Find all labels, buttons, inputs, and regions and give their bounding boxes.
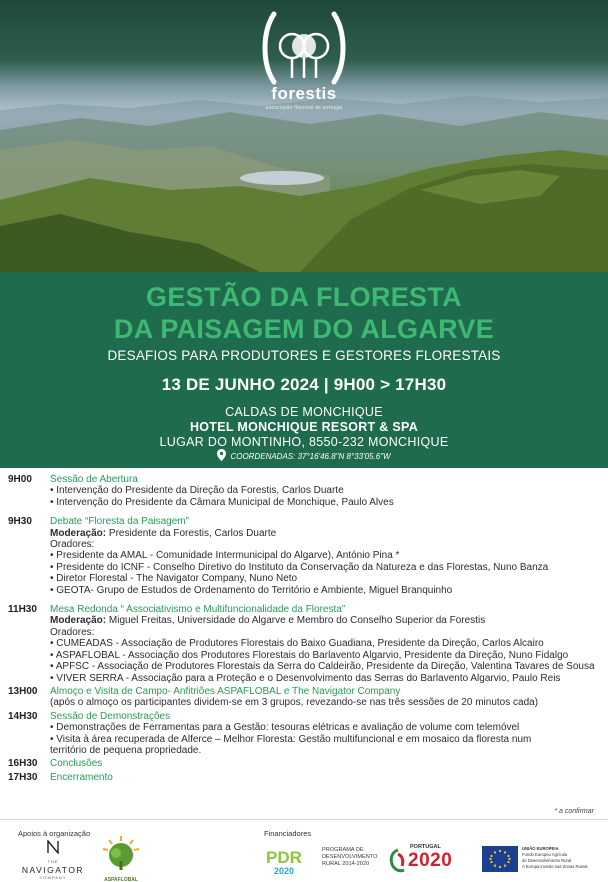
program-time: 14H30 (8, 710, 38, 722)
pdr-text-line: PROGRAMA DE (322, 847, 364, 853)
program-line: • Presidente do ICNF - Conselho Diretivo do Instituto da Conservação da Natureza e das Florestas, Nuno Banza (50, 561, 549, 573)
program-session-title: Debate “Floresta da Paisagem” (50, 516, 189, 528)
program-time: 13H00 (8, 685, 38, 697)
navigator-subword: COMPANY (39, 875, 67, 880)
moderation-label: Moderação: (50, 615, 107, 627)
program-item-lunch (0, 686, 608, 709)
program-item-conclusions (0, 758, 608, 769)
pdr-text-line: RURAL 2014-2020 (322, 861, 370, 867)
map-pin-icon (217, 449, 226, 461)
program-session-title: Mesa Redonda “ Associativismo e Multifuncionalidade da Floresta” (50, 604, 346, 616)
eu-text-line: UNIÃO EUROPEIA (522, 846, 559, 851)
aspaflobal-tree-icon (101, 835, 141, 871)
program-session-title: Sessão de Abertura (50, 474, 138, 485)
pdr2020-logo (264, 845, 382, 875)
program-list (0, 474, 608, 783)
footer-divider (0, 819, 608, 820)
venue-town: CALDAS DE MONCHIQUE (225, 405, 383, 419)
program-item-debate (0, 516, 608, 596)
forestis-tree-icon (260, 8, 348, 88)
venue-address: LUGAR DO MONTINHO, 8550-232 MONCHIQUE (159, 435, 449, 449)
program-session-title: Sessão de Demonstrações (50, 710, 171, 722)
program-time: 11H30 (8, 604, 37, 616)
program-line: • GEOTA- Grupo de Estudos de Ordenamento do Território e Ambiente, Miguel Branquinho (50, 584, 453, 596)
program-session-title: Almoço e Visita de Campo- Anfitriões ASPAFLOBAL e The Navigator Company (50, 685, 401, 697)
program-moderation (50, 528, 608, 539)
navigator-top-word: THE (47, 859, 59, 864)
program-time: 9H00 (8, 474, 32, 485)
program-line: • Intervenção do Presidente da Câmara Municipal de Monchique, Paulo Alves (50, 496, 394, 508)
program-item-opening (0, 474, 608, 508)
venue-coordinates (0, 452, 608, 461)
support-label: Apoios à organização (18, 829, 91, 838)
eu-text-line: A Europa investe nas Zonas Rurais (522, 864, 588, 869)
eu-logo (482, 846, 602, 876)
program-line: • Intervenção do Presidente da Direção da Forestis, Carlos Duarte (50, 485, 344, 497)
confirmation-note: * a confirmar (554, 808, 594, 815)
logo-tagline: associação florestal de portugal (265, 105, 343, 111)
aspaflobal-logo (98, 835, 144, 882)
hero-landscape (0, 0, 608, 272)
program-line: • CUMEADAS - Associação de Produtores Florestais do Baixo Guadiana, Presidente da Direção, Carlos Alcairo (50, 638, 544, 650)
program-time: 9H30 (8, 516, 32, 528)
moderation-text: Miguel Freitas, Universidade do Algarve e Membro do Conselho Superior da Forestis (106, 615, 486, 627)
eu-flag-icon (482, 846, 518, 872)
program-line: território de pequena propriedade. (50, 744, 202, 756)
coordinates-text: COORDENADAS: 37°16'46.8"N 8°33'05.6"W (230, 452, 391, 461)
portugal-flag-icon (388, 848, 408, 874)
program-line: • ASPAFLOBAL - Associação dos Produtores Florestais do Barlavento Algarvio, Presidente da Direção, Nuno Fidalgo (50, 649, 569, 661)
funders-label: Financiadores (264, 829, 312, 838)
program-line: • Demonstrações de Ferramentas para a Gestão: tesouras elétricas e avaliação de volume com telemóvel (50, 722, 520, 734)
program-moderation (50, 615, 608, 626)
eu-text-line: Fundo Europeu Agrícola (522, 852, 568, 857)
program-speakers-label: Oradores: (50, 539, 95, 551)
pdr-emblem-icon (264, 845, 320, 875)
navigator-wordmark: NAVIGATOR (21, 865, 85, 875)
program-item-round-table (0, 604, 608, 684)
navigator-logo (18, 840, 88, 880)
portugal2020-logo (388, 844, 474, 876)
program-time: 17H30 (8, 771, 38, 783)
moderation-label: Moderação: (50, 527, 107, 539)
program-session-title: Encerramento (50, 771, 113, 783)
forestis-logo (252, 8, 356, 112)
program-speakers-label: Oradores: (50, 626, 95, 638)
eu-text-line: de Desenvolvimento Rural (522, 858, 572, 863)
program-line: • VIVER SERRA - Associação para a Proteção e o Desenvolvimento das Serras do Barlavento Algarvio, Paulo Reis (50, 672, 561, 684)
program-line: • Diretor Florestal - The Navigator Company, Nuno Neto (50, 573, 298, 585)
aspaflobal-wordmark: ASPAFLOBAL (104, 877, 138, 882)
pdr-text (322, 847, 377, 868)
program-time: 16H30 (8, 758, 38, 770)
svg-text:PDR: PDR (266, 848, 302, 867)
event-subtitle: DESAFIOS PARA PRODUTORES E GESTORES FLORESTAIS (107, 348, 501, 363)
portugal-label: PORTUGAL (410, 844, 441, 850)
program-item-demos (0, 711, 608, 757)
title-band (0, 272, 608, 468)
program-line: (após o almoço os participantes dividem-se em 3 grupos, revezando-se nas três sessões de 20 minutos cada) (50, 697, 539, 709)
pdr-text-line: DESENVOLVIMENTO (322, 854, 378, 860)
event-title-line1: GESTÃO DA FLORESTA (146, 282, 462, 312)
event-title-line2: DA PAISAGEM DO ALGARVE (113, 314, 495, 344)
navigator-n-icon (46, 840, 60, 854)
moderation-text: Presidente da Forestis, Carlos Duarte (106, 527, 277, 539)
venue-hotel: HOTEL MONCHIQUE RESORT & SPA (189, 420, 419, 434)
program-item-closing (0, 772, 608, 783)
program-line: • Visita à área recuperada de Alferce – Melhor Floresta: Gestão multifuncional e em mosaico da floresta num (50, 733, 532, 745)
program-line: • Presidente da AMAL - Comunidade Intermunicipal do Algarve), António Pina * (50, 550, 400, 562)
event-date: 13 DE JUNHO 2024 | 9H00 > 17H30 (161, 375, 447, 394)
logo-wordmark: forestis (271, 84, 337, 103)
portugal-year: 2020 (408, 850, 453, 871)
program-session-title: Conclusões (50, 758, 103, 770)
program-line: • APFSC - Associação de Produtores Florestais da Serra do Caldeirão, Presidente da Direção, Valentina Tavares de Sousa (50, 661, 595, 673)
svg-text:2020: 2020 (274, 866, 295, 875)
eu-text (522, 846, 588, 870)
